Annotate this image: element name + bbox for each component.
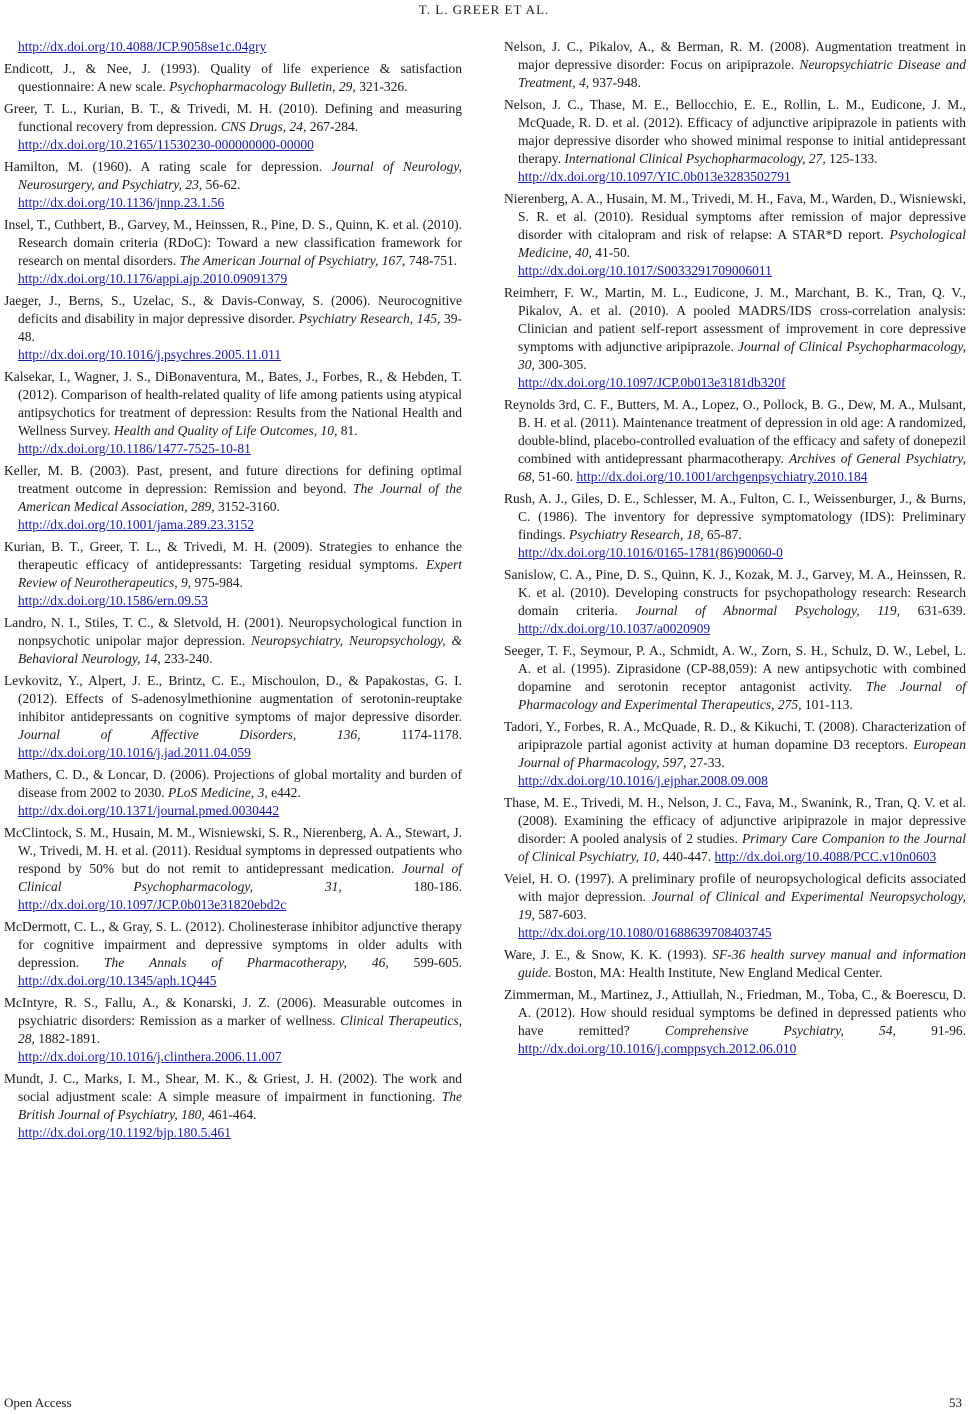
reference-pages: 27-33. xyxy=(686,755,725,770)
reference-journal: Psychological Medicine, 40, xyxy=(518,227,966,260)
reference-entry xyxy=(4,538,462,610)
doi-link[interactable]: http://dx.doi.org/10.1016/j.clinthera.2006.11.007 xyxy=(18,1049,282,1064)
reference-entry xyxy=(504,396,966,486)
reference-text: Rush, A. J., Giles, D. E., Schlesser, M. A., Fulton, C. I., Weissenburger, J., & Burns, C. (1986). The inventory for depressive symptomatology (IDS): Preliminary findings. xyxy=(504,491,966,542)
running-head: T. L. GREER ET AL. xyxy=(418,2,550,17)
reference-text: Reynolds 3rd, C. F., Butters, M. A., Lopez, O., Pollock, B. G., Dew, M. A., Mulsant, B. H. et al. (2011). Maintenance treatment of depression in old age: A randomized, double-blind, placebo-controlled evaluation of the efficacy and safety of donepezil combined with antidepressant pharmacotherapy. xyxy=(504,397,966,466)
reference-pages: 51-60. xyxy=(534,469,577,484)
reference-entry xyxy=(4,766,462,820)
doi-link[interactable]: http://dx.doi.org/10.4088/JCP.9058se1c.04gry xyxy=(18,39,267,54)
reference-text: Levkovitz, Y., Alpert, J. E., Brintz, C. E., Mischoulon, D., & Papakostas, G. I. (2012). Effects of S-adenosylmethionine augmentation of serotonin-reuptake inhibitor antidepressants on cognitive symptoms of major depressive disorder. xyxy=(4,673,462,724)
reference-text: Landro, N. I., Stiles, T. C., & Sletvold, H. (2001). Neuropsychological function in nonpsychotic unipolar major depression. xyxy=(4,615,462,648)
reference-pages: 39-48. xyxy=(18,311,462,344)
reference-journal: Psychiatry Research, 145, xyxy=(298,311,441,326)
reference-text: Veiel, H. O. (1997). A preliminary profile of neuropsychological deficits associated with major depression. xyxy=(504,871,966,904)
reference-entry xyxy=(504,38,966,92)
reference-journal: The American Journal of Psychiatry, 167, xyxy=(179,253,406,268)
doi-link[interactable]: http://dx.doi.org/10.1097/YIC.0b013e3283502791 xyxy=(518,169,791,184)
reference-journal: CNS Drugs, 24, xyxy=(220,119,307,134)
reference-entry xyxy=(504,566,966,638)
reference-entry xyxy=(504,794,966,866)
reference-text: Ware, J. E., & Snow, K. K. (1993). xyxy=(504,947,713,962)
reference-text: McClintock, S. M., Husain, M. M., Wisniewski, S. R., Nierenberg, A. A., Stewart, J. W., Trivedi, M. H. et al. (2011). Residual symptoms in depressed outpatients who respond by 50% but do not remit to antidepressant medication. xyxy=(4,825,462,876)
reference-text: Sanislow, C. A., Pine, D. S., Quinn, K. J., Kozak, M. J., Garvey, M. A., Heinssen, R. K. et al. (2010). Developing constructs for psychopathology research: Research domain criteria. xyxy=(504,567,966,618)
doi-link[interactable]: http://dx.doi.org/10.1371/journal.pmed.0030442 xyxy=(18,803,280,818)
reference-pages: 631-639. xyxy=(899,603,967,618)
reference-journal: Journal of Clinical and Experimental Neuropsychology, 19, xyxy=(518,889,966,922)
footer-open-access: Open Access xyxy=(4,1395,72,1410)
reference-entry xyxy=(4,994,462,1066)
reference-pages: 65-87. xyxy=(703,527,742,542)
doi-link[interactable]: http://dx.doi.org/10.1192/bjp.180.5.461 xyxy=(18,1125,232,1140)
reference-pages: 267-284. xyxy=(306,119,359,134)
doi-link[interactable]: http://dx.doi.org/10.2165/11530230-000000000-00000 xyxy=(18,137,314,152)
reference-journal: The Journal of Pharmacology and Experimental Therapeutics, 275, xyxy=(518,679,967,712)
doi-link[interactable]: http://dx.doi.org/10.1016/j.ejphar.2008.09.008 xyxy=(518,773,768,788)
reference-pages: 91-96. xyxy=(895,1023,966,1038)
reference-journal: Journal of Abnormal Psychology, 119, xyxy=(635,603,900,618)
reference-entry xyxy=(4,462,462,534)
reference-pages: 41-50. xyxy=(591,245,631,260)
reference-journal: Psychopharmacology Bulletin, 29, xyxy=(169,79,356,94)
reference-journal: Primary Care Companion to the Journal of Clinical Psychiatry, 10, xyxy=(518,831,966,864)
reference-text: Nierenberg, A. A., Husain, M. M., Trivedi, M. H., Fava, M., Warden, D., Wisniewski, S. R. et al. (2010). Residual symptoms after remission of major depressive disorder with citalopram and risk of relapse: A STAR*D report. xyxy=(504,191,966,242)
reference-text: Tadori, Y., Forbes, R. A., McQuade, R. D., & Kikuchi, T. (2008). Characterization of aripiprazole partial agonist activity at human dopamine D3 receptors. xyxy=(504,719,966,752)
doi-link[interactable]: http://dx.doi.org/10.1345/aph.1Q445 xyxy=(18,973,217,988)
reference-pages: 3152-3160. xyxy=(214,499,280,514)
reference-pages: 321-326. xyxy=(355,79,408,94)
reference-entry xyxy=(4,60,462,96)
reference-pages: 233-240. xyxy=(160,651,213,666)
doi-link[interactable]: http://dx.doi.org/10.4088/PCC.v10n0603 xyxy=(714,849,937,864)
reference-pages: 125-133. xyxy=(825,151,878,166)
reference-text: McIntyre, R. S., Fallu, A., & Konarski, J. Z. (2006). Measurable outcomes in psychiatric disorders: Remission as a marker of wellness. xyxy=(4,995,462,1028)
reference-text: Kurian, B. T., Greer, T. L., & Trivedi, M. H. (2009). Strategies to enhance the therapeutic efficacy of antidepressants: Targeting residual symptoms. xyxy=(4,539,462,572)
reference-text: Keller, M. B. (2003). Past, present, and future directions for defining optimal treatment outcome in depression: Remission and beyond. xyxy=(4,463,462,496)
doi-link[interactable]: http://dx.doi.org/10.1016/j.psychres.2005.11.011 xyxy=(18,347,282,362)
reference-text: Kalsekar, I., Wagner, J. S., DiBonaventura, M., Bates, J., Forbes, R., & Hebden, T. (2012). Comparison of health-related quality of life among patients using atypical antipsychotics for treatment of depression: Results from the National Health and Wellness Survey. xyxy=(4,369,462,438)
reference-entry xyxy=(504,284,966,392)
reference-journal: The British Journal of Psychiatry, 180, xyxy=(18,1089,462,1122)
reference-pages: 81. xyxy=(337,423,358,438)
reference-text: McDermott, C. L., & Gray, S. L. (2012). Cholinesterase inhibitor adjunctive therapy for cognitive impairment and depressive symptoms in older adults with depression. xyxy=(4,919,462,970)
reference-text: Mundt, J. C., Marks, I. M., Shear, M. K., & Griest, J. H. (2002). The work and social adjustment scale: A simple measure of impairment in functioning. xyxy=(4,1071,462,1104)
doi-link[interactable]: http://dx.doi.org/10.1037/a0020909 xyxy=(518,621,711,636)
reference-pages: 461-464. xyxy=(204,1107,257,1122)
doi-link[interactable]: http://dx.doi.org/10.1186/1477-7525-10-81 xyxy=(18,441,251,456)
reference-entry xyxy=(504,718,966,790)
reference-entry xyxy=(504,190,966,280)
reference-text: Reimherr, F. W., Martin, M. L., Eudicone, J. M., Marchant, B. K., Tran, Q. V., Pikalov, A. et al. (2010). A pooled MADRS/IDS cross-correlation analysis: Clinician and patient self-report assessment of improvement in core depressive symptoms with adjunctive aripiprazole. xyxy=(504,285,966,354)
page-number: 53 xyxy=(949,1395,962,1410)
reference-entry xyxy=(4,292,462,364)
reference-pages: 56-62. xyxy=(202,177,241,192)
reference-journal: Psychiatry Research, 18, xyxy=(569,527,704,542)
reference-entry xyxy=(4,614,462,668)
reference-pages: 587-603. xyxy=(534,907,587,922)
reference-pages: 975-984. xyxy=(191,575,243,590)
reference-text: Thase, M. E., Trivedi, M. H., Nelson, J. C., Fava, M., Swanink, R., Tran, Q. V. et al. (2008). Examining the efficacy of adjunctive aripiprazole in major depressive disorder: A pooled analysis of 2 studies. xyxy=(504,795,966,846)
reference-text: Seeger, T. F., Seymour, P. A., Schmidt, A. W., Zorn, S. H., Schulz, D. W., Lebel, L. A. et al. (1995). Ziprasidone (CP-88,059): A new antipsychotic with combined dopamine and serotonin receptor antagonist activity. xyxy=(504,643,966,694)
reference-entry xyxy=(504,946,966,982)
doi-link[interactable]: http://dx.doi.org/10.1016/j.comppsych.2012.06.010 xyxy=(518,1041,797,1056)
reference-journal: The Annals of Pharmacotherapy, 46, xyxy=(104,955,389,970)
reference-entry xyxy=(4,672,462,762)
reference-journal: Comprehensive Psychiatry, 54, xyxy=(664,1023,896,1038)
doi-link[interactable]: http://dx.doi.org/10.1001/archgenpsychiatry.2010.184 xyxy=(576,469,868,484)
doi-link[interactable]: http://dx.doi.org/10.1136/jnnp.23.1.56 xyxy=(18,195,225,210)
reference-journal: International Clinical Psychopharmacology, 27, xyxy=(564,151,826,166)
reference-journal: The Journal of the American Medical Association, 289, xyxy=(18,481,462,514)
reference-journal: Clinical Therapeutics, 28, xyxy=(18,1013,462,1046)
reference-text: Insel, T., Cuthbert, B., Garvey, M., Heinssen, R., Pine, D. S., Quinn, K. et al. (2010). Research domain criteria (RDoC): Toward a new classification framework for research on mental disorders. xyxy=(4,217,462,268)
doi-link[interactable]: http://dx.doi.org/10.1017/S0033291709006011 xyxy=(518,263,772,278)
reference-entry xyxy=(504,96,966,186)
reference-entry xyxy=(504,870,966,942)
reference-journal: Neuropsychiatry, Neuropsychology, & Behavioral Neurology, 14, xyxy=(18,633,462,666)
reference-text: Greer, T. L., Kurian, B. T., & Trivedi, M. H. (2010). Defining and measuring functional recovery from depression. xyxy=(4,101,462,134)
reference-journal: Journal of Affective Disorders, 136, xyxy=(18,727,361,742)
doi-link[interactable]: http://dx.doi.org/10.1097/JCP.0b013e31820ebd2c xyxy=(18,897,287,912)
reference-entry xyxy=(504,490,966,562)
reference-pages: 300-305. xyxy=(534,357,587,372)
page-footer xyxy=(4,1395,962,1411)
reference-journal: Journal of Clinical Psychopharmacology, 30, xyxy=(518,339,966,372)
reference-pages: Boston, MA: Health Institute, New England Medical Center. xyxy=(551,965,883,980)
reference-pages: 440-447. xyxy=(659,849,715,864)
reference-pages: 937-948. xyxy=(589,75,641,90)
reference-pages: 101-113. xyxy=(801,697,853,712)
reference-entry xyxy=(4,158,462,212)
doi-link[interactable]: http://dx.doi.org/10.1001/jama.289.23.3152 xyxy=(18,517,254,532)
reference-column-left xyxy=(4,38,462,1146)
reference-entry xyxy=(4,216,462,288)
doi-link[interactable]: http://dx.doi.org/10.1016/j.jad.2011.04.059 xyxy=(18,745,251,760)
reference-journal: Expert Review of Neurotherapeutics, 9, xyxy=(18,557,462,590)
reference-entry xyxy=(504,986,966,1058)
reference-column-right xyxy=(504,38,966,1062)
reference-entry xyxy=(504,642,966,714)
reference-journal: SF-36 health survey manual and information guide. xyxy=(518,947,967,980)
reference-entry xyxy=(4,368,462,458)
reference-pages: 1174-1178. xyxy=(360,727,462,742)
reference-text: Nelson, J. C., Pikalov, A., & Berman, R. M. (2008). Augmentation treatment in major depressive disorder: Focus on aripiprazole. xyxy=(504,39,966,72)
reference-journal: Neuropsychiatric Disease and Treatment, 4, xyxy=(518,57,966,90)
reference-pages: 1882-1891. xyxy=(34,1031,101,1046)
reference-text: Jaeger, J., Berns, S., Uzelac, S., & Davis-Conway, S. (2006). Neurocognitive deficits and disability in major depressive disorder. xyxy=(4,293,462,326)
reference-pages: e442. xyxy=(267,785,301,800)
reference-journal: PLoS Medicine, 3, xyxy=(167,785,268,800)
doi-link[interactable]: http://dx.doi.org/10.1586/ern.09.53 xyxy=(18,593,208,608)
reference-pages: 748-751. xyxy=(405,253,458,268)
reference-entry xyxy=(4,100,462,154)
reference-text: Endicott, J., & Nee, J. (1993). Quality of life experience & satisfaction questionnaire: A new scale. xyxy=(4,61,462,94)
reference-journal: Archives of General Psychiatry, 68, xyxy=(518,451,966,484)
doi-link[interactable]: http://dx.doi.org/10.1016/0165-1781(86)90060-0 xyxy=(518,545,783,560)
doi-link[interactable]: http://dx.doi.org/10.1176/appi.ajp.2010.09091379 xyxy=(18,271,288,286)
reference-text: Nelson, J. C., Thase, M. E., Bellocchio, E. E., Rollin, L. M., Eudicone, J. M., McQuade, R. D. et al. (2012). Efficacy of adjunctive aripiprazole in patients with major depressive disorder who showed minimal response to initial antidepressant therapy. xyxy=(504,97,966,166)
doi-link[interactable]: http://dx.doi.org/10.1097/JCP.0b013e3181db320f xyxy=(518,375,786,390)
reference-pages: 599-605. xyxy=(388,955,462,970)
reference-journal: Health and Quality of Life Outcomes, 10, xyxy=(113,423,338,438)
reference-journal: Journal of Clinical Psychopharmacology, 31, xyxy=(18,861,462,894)
reference-pages: 180-186. xyxy=(341,879,463,894)
reference-entry xyxy=(4,38,462,56)
reference-text: Hamilton, M. (1960). A rating scale for depression. xyxy=(4,159,332,174)
doi-link[interactable]: http://dx.doi.org/10.1080/01688639708403745 xyxy=(518,925,772,940)
reference-entry xyxy=(4,1070,462,1142)
reference-journal: European Journal of Pharmacology, 597, xyxy=(518,737,966,770)
reference-text: Mathers, C. D., & Loncar, D. (2006). Projections of global mortality and burden of disease from 2002 to 2030. xyxy=(4,767,462,800)
reference-text: Zimmerman, M., Martinez, J., Attiullah, N., Friedman, M., Toba, C., & Boerescu, D. A. (2012). How should residual symptoms be defined in depressed patients who have remitted? xyxy=(504,987,966,1038)
reference-entry xyxy=(4,824,462,914)
reference-journal: Journal of Neurology, Neurosurgery, and Psychiatry, 23, xyxy=(18,159,462,192)
reference-entry xyxy=(4,918,462,990)
